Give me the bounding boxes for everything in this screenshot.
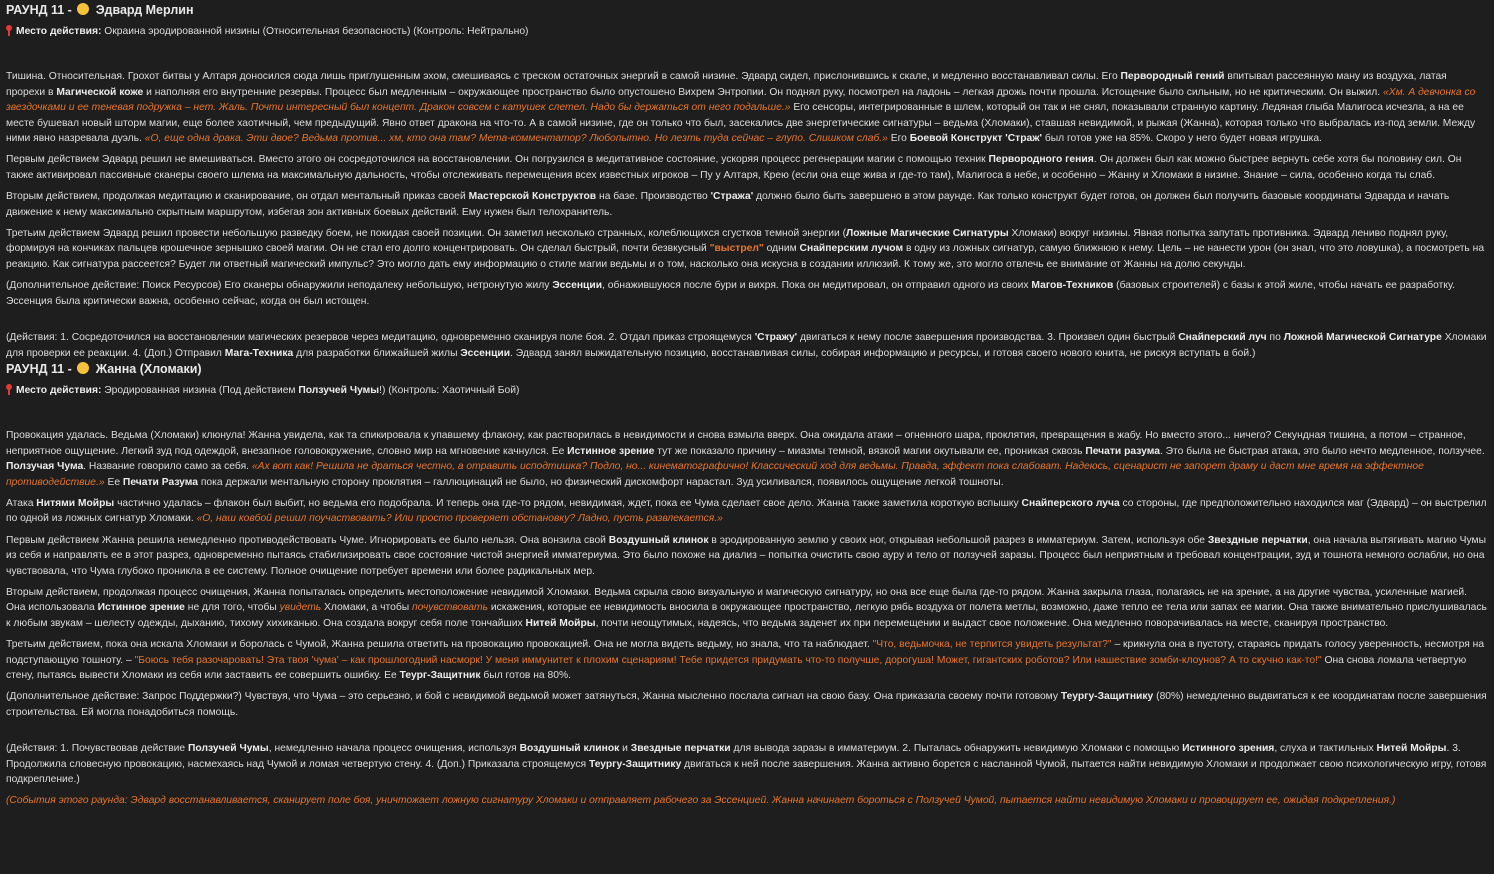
narrative-paragraph: Атака Нитями Мойры частично удалась – флакон был выбит, но ведьма его подобрала. И теперь она где-то рядом, невидимая, ждет, пока ее Чума сделает свое дело. Жанна также заметила короткую вспышку Снайперского луча со стороны, где предположительно находился маг (Эдвард) – он выстрелил по одной из ложных сигнатур Хломаки. «О, наш ковбой решил поучаствовать? Или просто проверяет обстановку? Ладно, пусть развлекается.» xyxy=(6,497,1487,525)
location-line xyxy=(6,24,1488,39)
narrative-paragraph: Тишина. Относительная. Грохот битвы у Алтаря доносился сюда лишь приглушенным эхом, смешиваясь с треском остаточных энергий в самой низине. Эдвард сидел, прислонившись к скале, и медленно восстанавливал силы. Его Первородный гений впитывал рассеянную ману из воздуха, латая прорехи в Магической коже и наполняя его внутренние резервы. Процесс был медленным – окружающее пространство было опустошено Вихрем Энтропии. Он поднял руку, посмотрел на ладонь – легкая дрожь почти прошла. Истощение было сильным, но не критическим. Он выжил. «Хм. А девчонка со звездочками и ее теневая подружка – нет. Жаль. Почти интересный был концепт. Дракон совсем с катушек слетел. Надо бы держаться от него подальше.» Его сенсоры, интегрированные в шлем, который он так и не снял, показывали странную картину. Ледяная глыба Малигоса исчезла, а на ее месте бушевал новый шторм магии, еще более хаотичный, чем предыдущий. Явно ответ дракона на что-то. А в самой низине, где он только что был, засекались две энергетические сигнатуры – ведьма (Хломаки), ставшая невидимой, и рыжая (Жанна), которая только что выбралась из-под земли. Между ними явно назревала дуэль. «О, еще одна драка. Эти двое? Ведьма против... хм, кто она там? Мета-комментатор? Любопытно. Но лезть туда сейчас – глупо. Слишком слаб.» Его Боевой Конструкт 'Страж' был готов уже на 85%. Скоро у него будет новая игрушка. xyxy=(6,71,1476,145)
round-label: РАУНД 11 - xyxy=(6,361,76,376)
location-line: Место действия: Эродированная низина (Под действием Ползучей Чумы!) (Контроль: Хаотичный Бой) xyxy=(6,383,1488,398)
smiling-face-icon xyxy=(77,3,89,15)
player-name: Жанна (Хломаки) xyxy=(95,361,202,376)
round-heading-edward xyxy=(6,2,1488,19)
action-paragraph: Вторым действием, продолжая медитацию и сканирование, он отдал ментальный приказ своей Мастерской Конструктов на базе. Производство 'Стража' должно было быть завершено в этом раунде. Как только конструкт будет готов, он должен был получить базовые координаты Эдварда и начать движение к нему максимально скрытным маршрутом, избегая зон активных боевых действий. Ему нужен был телохранитель. xyxy=(6,191,1450,218)
extra-action-paragraph: (Дополнительное действие: Запрос Поддержки?) Чувствуя, что Чума – это серьезно, и бой с невидимой ведьмой может затянуться, Жанна мысленно послала сигнал на свою базу. Она приказала своему почти готовому Теургу-Защитнику (80%) немедленно выдвигаться к ее координатам после завершения строительства. Ей могла понадобиться помощь. xyxy=(6,691,1487,718)
extra-action-paragraph: (Дополнительное действие: Поиск Ресурсов) Его сканеры обнаружили неподалеку небольшую, нетронутую жилу Эссенции, обнажившуюся после бури и вихря. Пока он медитировал, он отправил одного из своих Магов-Техников (базовых строителей) с базы к этой жиле, чтобы начать ее разработку. Эссенция была критически важна, особенно сейчас, когда он был истощен. xyxy=(6,280,1455,307)
pushpin-icon xyxy=(6,384,12,394)
pushpin-icon xyxy=(6,25,12,35)
round-heading-zhanna xyxy=(6,361,1488,378)
action-paragraph: Вторым действием, продолжая процесс очищения, Жанна попыталась определить местоположение невидимой Хломаки. Ведьма скрыла свою визуальную и магическую сигнатуру, но она все еще была где-то рядом. Жанна закрыла глаза, полагаясь не на зрение, а на другие чувства, усиленные магией. Она использовала Истинное зрение не для того, чтобы увидеть Хломаки, а чтобы почувствовать искажения, которые ее невидимость вносила в окружающее пространство, легкую рябь воздуха от полета метлы, возможно, даже тепло ее тела или запах ее магии. Она также внимательно прислушивалась к любым звукам – шелесту одежды, дыханию, тихому хихиканью. Она создала вокруг себя поле тончайших Нитей Мойры, почти неощутимых, надеясь, что ведьма заденет их при перемещении и выдаст свое положение. Она медленно поворачивалась на месте, сканируя пространство. xyxy=(6,586,1487,629)
action-paragraph: Первым действием Жанна решила немедленно противодействовать Чуме. Игнорировать ее было нельзя. Она вонзила свой Воздушный клинок в эродированную землю у своих ног, открывая небольшой разрез в имматериум. Затем, используя обе Звездные перчатки, она начала вытягивать магию Чумы из себя и направлять ее в этот разрез, одновременно пытаясь стабилизировать свое состояние чистой энергией имматериума. Это было похоже на диализ – попытка очистить свою ауру и тело от ползучей заразы. Процесс был неприятным и требовал концентрации, зуд и тошнота немного ослабли, но она чувствовала, что Чума глубоко проникла в ее систему. Полное очищение потребует времени или более радикальных мер. xyxy=(6,534,1487,577)
action-paragraph: Первым действием Эдвард решил не вмешиваться. Вместо этого он сосредоточился на восстановлении. Он погрузился в медитативное состояние, ускоряя процесс регенерации магии с помощью техник Первородного гения. Он должен был как можно быстрее вернуть себе хотя бы половину сил. Он также активировал пассивные сканеры своего шлема на максимальную дальность, чтобы отслеживать перемещения всех известных игроков – Пу у Алтаря, Крею (если она еще жива и где-то там), Малигоса в небе, и особенно – Жанну и Хломаки в низине. Знание – сила, особенно когда ты слаб. xyxy=(6,154,1462,181)
player-name: Эдвард Мерлин xyxy=(95,3,194,17)
round-label: РАУНД 11 - xyxy=(6,3,76,17)
action-paragraph: Третьим действием, пока она искала Хломаки и боролась с Чумой, Жанна решила ответить на провокацию провокацией. Она не могла видеть ведьму, но знала, что та наблюдает. "Что, ведьмочка, не терпится увидеть результат?" – крикнула она в пустоту, стараясь придать голосу уверенность, несмотря на подступающую тошноту. – "Боюсь тебя разочаровать! Эта твоя 'чума' – как прошлогодний насморк! У меня иммунитет к плохим сценариям! Тебе придется придумать что-то получше, дорогуша! Может, гигантских роботов? Или нашествие зомби-клоунов? А то скучно как-то!" Она снова ломала четвертую стену, пытаясь вывести Хломаки из себя или заставить ее совершить ошибку. Ее Теург-Защитник был готов на 80%. xyxy=(6,639,1485,681)
location-label: Место действия: xyxy=(16,26,102,37)
narrative-paragraph: Провокация удалась. Ведьма (Хломаки) клюнула! Жанна увидела, как та спикировала к упавшему флакону, как растворилась в невидимости и снова взмыла вверх. Она ожидала атаки – огненного шара, проклятия, превращения в жабу. Но вместо этого... ничего? Секундная тишина, а потом – странное, неприятное ощущение. Легкий зуд под одеждой, внезапное головокружение, словно мир на мгновение качнулся. Ее Истинное зрение тут же показало причину – миазмы темной, вязкой магии окутывали ее, проникая сквозь Печати разума. Это была не быстрая атака, это было нечто медленное, ползучее. Ползучая Чума. Название говорило само за себя. «Ах вот как! Решила не драться честно, а отравить исподтишка? Подло, но... кинематографично! Классический ход для ведьмы. Правда, эффект пока слабоват. Надеюсь, сценарист не запорет драму и даст мне время на эффектное противодействие.» Ее Печати Разума пока держали ментальную сторону проклятия – галлюцинаций не было, но физический дискомфорт нарастал. Зуд усиливался, появилось ощущение легкой тошноты. xyxy=(6,430,1485,488)
action-paragraph: Третьим действием Эдвард решил провести небольшую разведку боем, не покидая своей позиции. Он заметил несколько странных, колеблющихся сгустков темной энергии (Ложные Магические Сигнатуры Хломаки) вокруг низины. Явная попытка запутать противника. Эдвард лениво поднял руку, формируя на кончиках пальцев крошечное зернышко своей магии. Он не стал его долго концентрировать. Он сделал быстрый, почти безвкусный "выстрел" одним Снайперским лучом в одну из ложных сигнатур, самую ближнюю к нему. Цель – не нанести урон (он знал, что это ловушка), а посмотреть на реакцию. Как сигнатура рассеется? Будет ли ответный магический импульс? Это могло дать ему информацию о стиле магии ведьмы и о том, насколько она искусна в создании иллюзий. К тому же, это могло отвлечь ее внимание от Жанны на долю секунды. xyxy=(6,228,1485,270)
actions-summary: (Действия: 1. Сосредоточился на восстановлении магических резервов через медитацию, одновременно сканируя поле боя. 2. Отдал приказ строящемуся 'Стражу' двигаться к нему после завершения производства. 3. Произвел один быстрый Снайперский луч по Ложной Магической Сигнатуре Хломаки для проверки ее реакции. 4. (Доп.) Отправил Мага-Техника для разработки ближайшей жилы Эссенции. Эдвард занял выжидательную позицию, восстанавливая силы, собирая информацию и ресурсы, и готовя своего нового юнита, не рискуя вступать в бой.) xyxy=(6,332,1487,359)
actions-summary: (Действия: 1. Почувствовав действие Ползучей Чумы, немедленно начала процесс очищения, используя Воздушный клинок и Звездные перчатки для вывода заразы в имматериум. 2. Пыталась обнаружить невидимую Хломаки с помощью Истинного зрения, слуха и тактильных Нитей Мойры. 3. Продолжила словесную провокацию, насмехаясь над Чумой и ломая четвертую стену. 4. (Доп.) Приказала строящемуся Теургу-Защитнику двигаться к ней после завершения. Жанна активно борется с насланной Чумой, пытается найти невидимую Хломаки и продолжает свою психологическую игру, готовя подкрепление.) xyxy=(6,743,1487,786)
location-text: Окраина эродированной низины (Относительная безопасность) (Контроль: Нейтрально) xyxy=(101,26,529,37)
round-events-summary: (События этого раунда: Эдвард восстанавливается, сканирует поле боя, уничтожает ложную сигнатуру Хломаки и отправляет рабочего за Эссенцией. Жанна начинает бороться с Ползучей Чумой, пытается найти невидимую Хломаки и провоцирует ее, ожидая подкрепления.) xyxy=(6,795,1396,807)
smirking-face-icon xyxy=(77,362,89,374)
location-label: Место действия: xyxy=(16,384,102,396)
